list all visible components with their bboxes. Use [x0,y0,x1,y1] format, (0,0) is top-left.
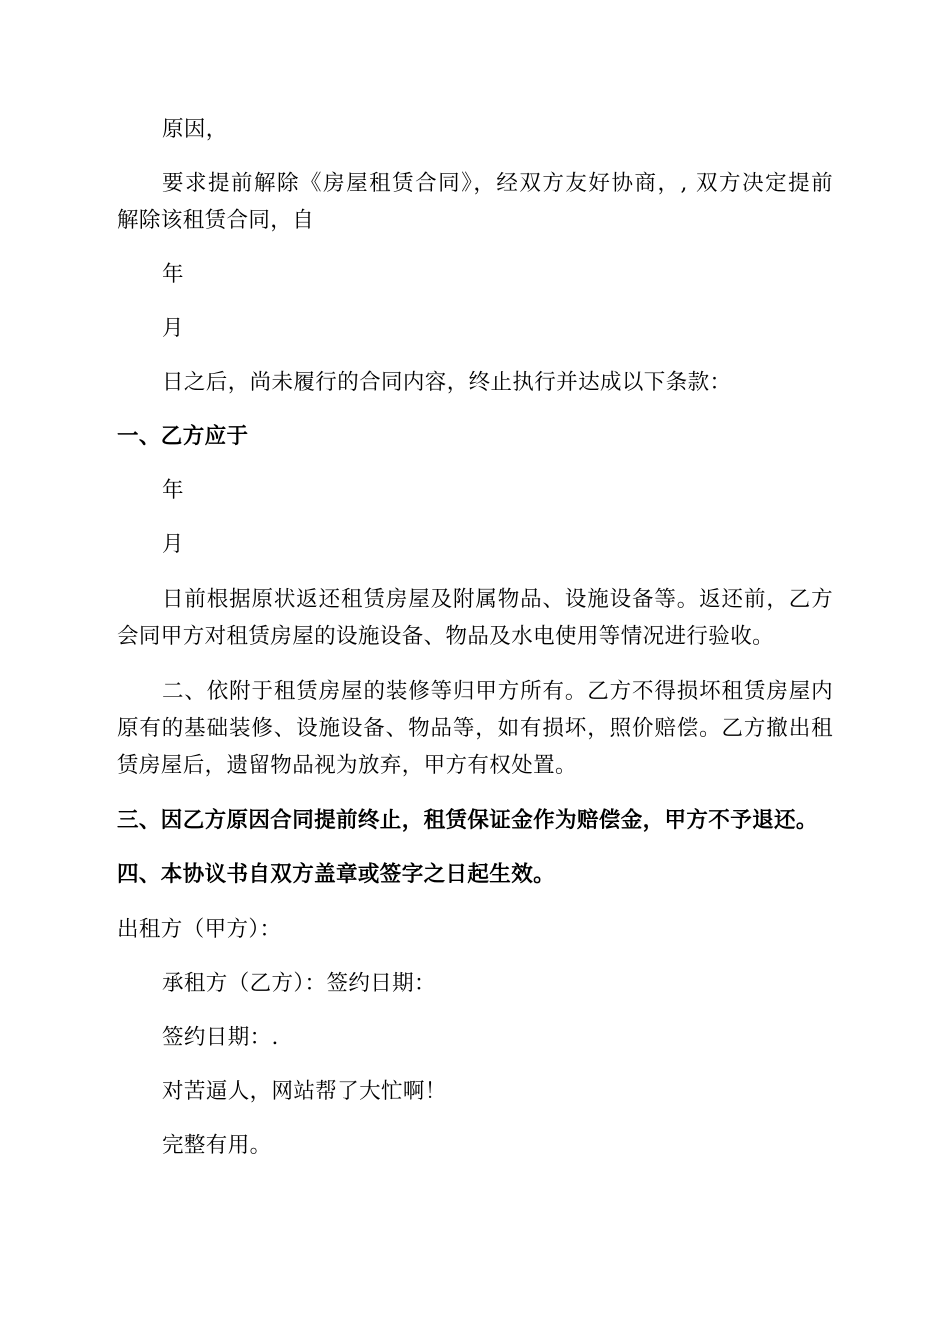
clause-1-heading: 一、乙方应于 [117,424,249,449]
clause-2-line-1: 二、依附于租赁房屋的装修等归甲方所有。乙方不得损坏租赁房屋内 [162,679,833,704]
lessor-signature-label: 出租方（甲方）： [117,917,282,942]
paragraph-month-2: 月 [162,532,184,557]
clause-2-line-2: 原有的基础装修、设施设备、物品等，如有损坏，照价赔偿。乙方撤出租 [117,716,833,741]
clause-4: 四、本协议书自双方盖章或签字之日起生效。 [117,862,556,887]
paragraph-year-2: 年 [162,478,184,503]
paragraph-reason: 原因， [162,117,228,142]
paragraph-return-line-1: 日前根据原状返还租赁房屋及附属物品、设施设备等。返还前，乙方 [162,587,833,612]
comment-line-2: 完整有用。 [162,1133,272,1158]
signing-date-label: 签约日期：. [162,1025,279,1050]
paragraph-return-line-2: 会同甲方对租赁房屋的设施设备、物品及水电使用等情况进行验收。 [117,624,775,649]
clause-3: 三、因乙方原因合同提前终止，租赁保证金作为赔偿金，甲方不予退还。 [117,808,818,833]
lessee-signature-label: 承租方（乙方）：签约日期： [162,971,436,996]
clause-2-line-3: 赁房屋后，遗留物品视为放弃，甲方有权处置。 [117,753,577,778]
paragraph-year-1: 年 [162,262,184,287]
paragraph-request-line-1: 要求提前解除《房屋租赁合同》，经双方友好协商，, 双方决定提前 [162,171,833,196]
paragraph-request-line-2: 解除该租赁合同，自 [117,208,315,233]
comment-line-1: 对苦逼人，网站帮了大忙啊！ [162,1079,447,1104]
paragraph-month-1: 月 [162,316,184,341]
paragraph-termination: 日之后，尚未履行的合同内容，终止执行并达成以下条款： [162,370,732,395]
